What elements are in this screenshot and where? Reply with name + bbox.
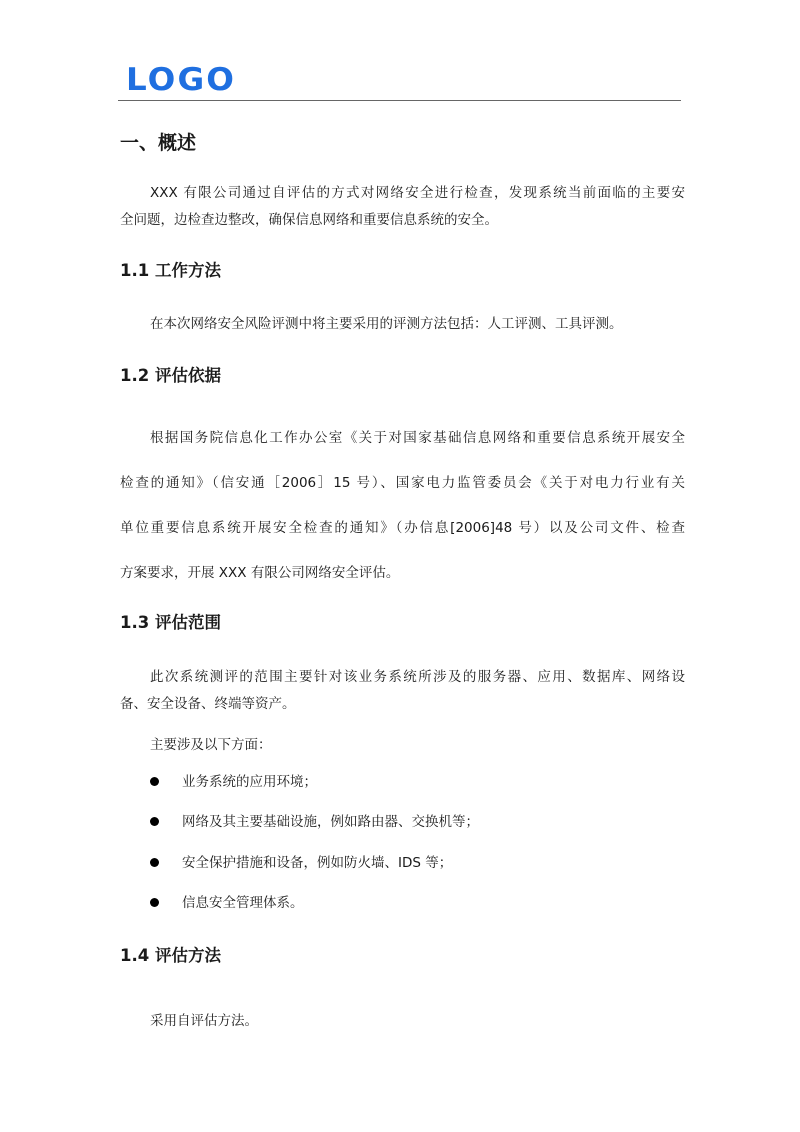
list-item-text: 业务系统的应用环境； bbox=[182, 774, 317, 790]
paragraph-line: 备、安全设备、终端等资产。 bbox=[120, 696, 296, 712]
paragraph-line: 采用自评估方法。 bbox=[150, 1013, 258, 1029]
list-item-text: 信息安全管理体系。 bbox=[182, 895, 304, 911]
bullet-icon bbox=[150, 898, 159, 907]
list-item bbox=[150, 771, 317, 793]
paragraph-line: 单位重要信息系统开展安全检查的通知》（办信息[2006]48 号）以及公司文件、检查 bbox=[120, 520, 685, 536]
scope-paragraph bbox=[120, 664, 685, 718]
paragraph-line: XXX 有限公司通过自评估的方式对网络安全进行检查，发现系统当前面临的主要安 bbox=[150, 185, 685, 201]
section-heading-basis: 1.2 评估依据 bbox=[120, 366, 221, 385]
list-item bbox=[150, 852, 452, 874]
work-method-paragraph bbox=[120, 312, 685, 336]
overview-paragraph bbox=[120, 180, 685, 234]
list-item bbox=[150, 811, 479, 833]
section-heading-overview: 一、概述 bbox=[120, 132, 197, 154]
section-heading-work-method: 1.1 工作方法 bbox=[120, 261, 221, 280]
paragraph-line: 全问题，边检查边整改，确保信息网络和重要信息系统的安全。 bbox=[120, 212, 498, 228]
header-divider bbox=[118, 100, 681, 101]
paragraph-line: 检查的通知》（信安通［2006］15 号）、国家电力监管委员会《关于对电力行业有关 bbox=[120, 475, 685, 491]
bullet-icon bbox=[150, 858, 159, 867]
basis-paragraph bbox=[120, 416, 685, 596]
section-heading-scope: 1.3 评估范围 bbox=[120, 613, 221, 632]
paragraph-line: 方案要求，开展 XXX 有限公司网络安全评估。 bbox=[120, 565, 400, 581]
list-item bbox=[150, 892, 304, 914]
section-heading-method: 1.4 评估方法 bbox=[120, 946, 221, 965]
bullet-icon bbox=[150, 817, 159, 826]
scope-lead bbox=[120, 733, 685, 757]
bullet-icon bbox=[150, 777, 159, 786]
paragraph-line: 在本次网络安全风险评测中将主要采用的评测方法包括：人工评测、工具评测。 bbox=[150, 316, 623, 332]
method-paragraph bbox=[120, 1009, 685, 1033]
list-item-text: 网络及其主要基础设施，例如路由器、交换机等； bbox=[182, 814, 479, 830]
paragraph-line: 此次系统测评的范围主要针对该业务系统所涉及的服务器、应用、数据库、网络设 bbox=[150, 669, 685, 685]
paragraph-line: 主要涉及以下方面： bbox=[150, 737, 272, 753]
paragraph-line: 根据国务院信息化工作办公室《关于对国家基础信息网络和重要信息系统开展安全 bbox=[150, 430, 685, 446]
list-item-text: 安全保护措施和设备，例如防火墙、IDS 等； bbox=[182, 855, 453, 871]
logo: LOGO bbox=[126, 62, 237, 98]
